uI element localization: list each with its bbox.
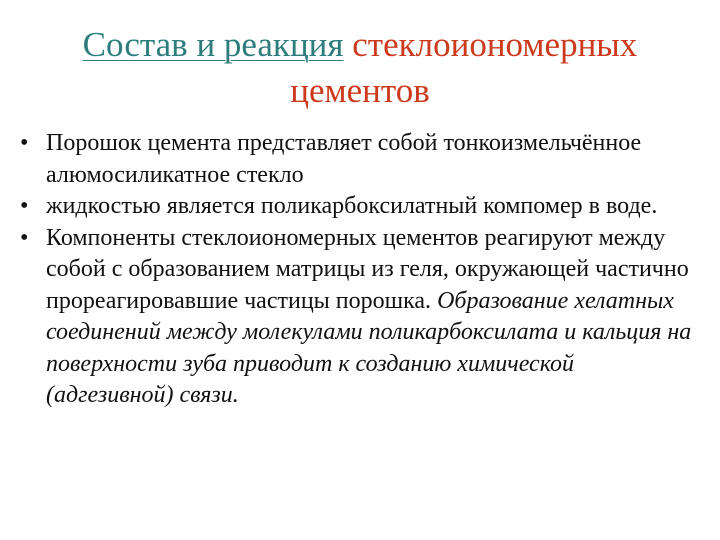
bullet-text: Компоненты стеклоиономерных цементов реагируют между собой с образованием матрицы из геля, окружающей частично прореагировавшие частицы порошка. [46,224,689,314]
bullet-icon: • [20,130,29,156]
title-second-line: цементов [290,71,430,110]
title-accent-text: стеклоиономерных [352,25,638,64]
bullet-italic-text: Образование хелатных соединений между молекулами поликарбоксилата и кальция на поверхности зуба приводит к созданию химической (адгезивной) связи. [46,287,692,408]
bullet-item-liquid [20,191,700,223]
title-link-text[interactable]: Состав и реакция [82,25,344,64]
bullet-item-powder [20,128,700,191]
bullet-icon: • [20,224,29,251]
bullet-list [20,128,700,412]
slide-title [20,22,700,114]
bullet-text: жидкостью является поликарбоксилатный компомер в воде. [46,193,658,219]
bullet-icon: • [20,193,29,219]
bullet-item-reaction [20,223,700,412]
bullet-text: Порошок цемента представляет собой тонкоизмельчённое алюмосиликатное стекло [46,130,642,188]
